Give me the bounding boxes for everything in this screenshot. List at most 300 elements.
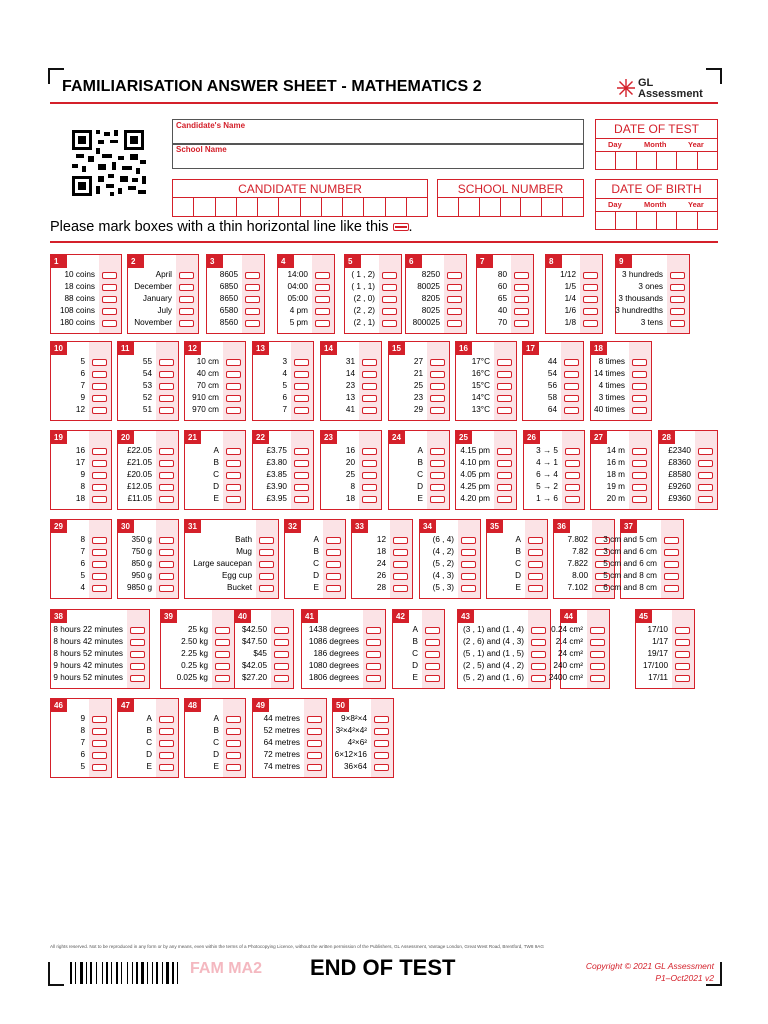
answer-mark-box[interactable] bbox=[590, 663, 605, 670]
answer-mark-box[interactable] bbox=[374, 716, 389, 723]
answer-mark-box[interactable] bbox=[362, 448, 377, 455]
answer-mark-box[interactable] bbox=[179, 296, 194, 303]
answer-mark-box[interactable] bbox=[92, 371, 107, 378]
answer-mark-box[interactable] bbox=[159, 764, 174, 771]
answer-mark-box[interactable] bbox=[92, 472, 107, 479]
answer-mark-box[interactable] bbox=[514, 308, 529, 315]
answer-mark-box[interactable] bbox=[326, 573, 341, 580]
answer-mark-box[interactable] bbox=[294, 460, 309, 467]
answer-mark-box[interactable] bbox=[514, 272, 529, 279]
answer-mark-box[interactable] bbox=[92, 407, 107, 414]
answer-mark-box[interactable] bbox=[590, 627, 605, 634]
option-label: C bbox=[412, 649, 418, 658]
answer-mark-box[interactable] bbox=[315, 284, 330, 291]
answer-mark-box[interactable] bbox=[590, 675, 605, 682]
answer-mark-box[interactable] bbox=[430, 359, 445, 366]
answer-mark-box[interactable] bbox=[92, 359, 107, 366]
day-label: Day bbox=[608, 140, 622, 149]
answer-mark-box[interactable] bbox=[226, 371, 241, 378]
answer-mark-box[interactable] bbox=[430, 371, 445, 378]
answer-mark-box[interactable] bbox=[92, 573, 107, 580]
answer-mark-box[interactable] bbox=[130, 639, 145, 646]
answer-mark-box[interactable] bbox=[590, 639, 605, 646]
answer-mark-box[interactable] bbox=[179, 284, 194, 291]
answer-mark-box[interactable] bbox=[326, 561, 341, 568]
question-box bbox=[388, 341, 450, 421]
answer-option bbox=[333, 749, 393, 761]
answer-mark-box[interactable] bbox=[92, 448, 107, 455]
answer-mark-box[interactable] bbox=[675, 639, 690, 646]
answer-mark-box[interactable] bbox=[425, 627, 440, 634]
answer-mark-box[interactable] bbox=[528, 585, 543, 592]
option-label: E bbox=[515, 583, 521, 592]
answer-mark-box[interactable] bbox=[92, 561, 107, 568]
answer-mark-box[interactable] bbox=[102, 272, 117, 279]
answer-mark-box[interactable] bbox=[245, 296, 260, 303]
answer-option bbox=[118, 761, 178, 773]
answer-mark-box[interactable] bbox=[393, 537, 408, 544]
answer-option bbox=[118, 558, 178, 570]
answer-mark-box[interactable] bbox=[565, 460, 580, 467]
answer-mark-box[interactable] bbox=[307, 764, 322, 771]
answer-mark-box[interactable] bbox=[382, 308, 397, 315]
answer-mark-box[interactable] bbox=[430, 496, 445, 503]
answer-mark-box[interactable] bbox=[564, 371, 579, 378]
answer-mark-box[interactable] bbox=[664, 549, 679, 556]
answer-option bbox=[235, 636, 293, 648]
answer-mark-box[interactable] bbox=[698, 448, 713, 455]
answer-option bbox=[185, 558, 278, 570]
option-label: 1/6 bbox=[564, 306, 576, 315]
answer-mark-box[interactable] bbox=[159, 549, 174, 556]
answer-mark-box[interactable] bbox=[564, 383, 579, 390]
answer-mark-box[interactable] bbox=[92, 460, 107, 467]
answer-mark-box[interactable] bbox=[514, 284, 529, 291]
answer-mark-box[interactable] bbox=[315, 296, 330, 303]
answer-mark-box[interactable] bbox=[274, 651, 289, 658]
answer-mark-box[interactable] bbox=[382, 284, 397, 291]
answer-mark-box[interactable] bbox=[382, 296, 397, 303]
answer-mark-box[interactable] bbox=[362, 484, 377, 491]
answer-mark-box[interactable] bbox=[159, 585, 174, 592]
answer-mark-box[interactable] bbox=[307, 728, 322, 735]
answer-mark-box[interactable] bbox=[245, 272, 260, 279]
answer-mark-box[interactable] bbox=[583, 272, 598, 279]
answer-mark-box[interactable] bbox=[497, 371, 512, 378]
answer-mark-box[interactable] bbox=[447, 284, 462, 291]
answer-mark-box[interactable] bbox=[430, 383, 445, 390]
answer-mark-box[interactable] bbox=[294, 395, 309, 402]
answer-option bbox=[523, 368, 583, 380]
answer-option bbox=[487, 534, 547, 546]
answer-mark-box[interactable] bbox=[374, 728, 389, 735]
option-label: 14 m bbox=[606, 446, 625, 455]
answer-option bbox=[591, 457, 651, 469]
answer-mark-box[interactable] bbox=[461, 561, 476, 568]
answer-mark-box[interactable] bbox=[215, 627, 230, 634]
answer-mark-box[interactable] bbox=[259, 537, 274, 544]
answer-mark-box[interactable] bbox=[259, 585, 274, 592]
answer-mark-box[interactable] bbox=[215, 663, 230, 670]
answer-option bbox=[51, 582, 111, 594]
answer-mark-box[interactable] bbox=[294, 383, 309, 390]
answer-mark-box[interactable] bbox=[226, 728, 241, 735]
answer-mark-box[interactable] bbox=[497, 496, 512, 503]
answer-mark-box[interactable] bbox=[159, 460, 174, 467]
option-label: 1438 degrees bbox=[308, 625, 359, 634]
answer-mark-box[interactable] bbox=[698, 496, 713, 503]
answer-option bbox=[253, 380, 313, 392]
answer-option bbox=[553, 660, 609, 672]
answer-mark-box[interactable] bbox=[447, 308, 462, 315]
answer-mark-box[interactable] bbox=[497, 484, 512, 491]
answer-mark-box[interactable] bbox=[664, 585, 679, 592]
question-box bbox=[590, 430, 652, 510]
answer-mark-box[interactable] bbox=[294, 484, 309, 491]
answer-mark-box[interactable] bbox=[461, 573, 476, 580]
answer-mark-box[interactable] bbox=[528, 573, 543, 580]
answer-mark-box[interactable] bbox=[528, 561, 543, 568]
answer-mark-box[interactable] bbox=[528, 537, 543, 544]
answer-mark-box[interactable] bbox=[447, 296, 462, 303]
answer-mark-box[interactable] bbox=[670, 296, 685, 303]
answer-mark-box[interactable] bbox=[226, 484, 241, 491]
answer-mark-box[interactable] bbox=[362, 359, 377, 366]
answer-option bbox=[161, 636, 234, 648]
answer-mark-box[interactable] bbox=[226, 460, 241, 467]
answer-mark-box[interactable] bbox=[632, 407, 647, 414]
answer-mark-box[interactable] bbox=[632, 395, 647, 402]
question-number: 20 bbox=[118, 431, 134, 444]
answer-mark-box[interactable] bbox=[274, 663, 289, 670]
answer-mark-box[interactable] bbox=[215, 639, 230, 646]
answer-mark-box[interactable] bbox=[274, 675, 289, 682]
answer-mark-box[interactable] bbox=[564, 407, 579, 414]
answer-mark-box[interactable] bbox=[698, 484, 713, 491]
answer-mark-box[interactable] bbox=[583, 296, 598, 303]
answer-mark-box[interactable] bbox=[670, 284, 685, 291]
answer-mark-box[interactable] bbox=[564, 395, 579, 402]
answer-mark-box[interactable] bbox=[226, 496, 241, 503]
school-number-cells[interactable] bbox=[438, 197, 583, 216]
answer-mark-box[interactable] bbox=[179, 272, 194, 279]
answer-mark-box[interactable] bbox=[130, 675, 145, 682]
answer-mark-box[interactable] bbox=[102, 320, 117, 327]
answer-mark-box[interactable] bbox=[226, 448, 241, 455]
answer-option bbox=[51, 570, 111, 582]
answer-option bbox=[321, 493, 381, 505]
answer-mark-box[interactable] bbox=[294, 496, 309, 503]
answer-mark-box[interactable] bbox=[274, 627, 289, 634]
answer-mark-box[interactable] bbox=[698, 460, 713, 467]
answer-mark-box[interactable] bbox=[92, 549, 107, 556]
answer-mark-box[interactable] bbox=[565, 448, 580, 455]
answer-mark-box[interactable] bbox=[670, 320, 685, 327]
answer-mark-box[interactable] bbox=[92, 764, 107, 771]
answer-mark-box[interactable] bbox=[531, 675, 546, 682]
answer-mark-box[interactable] bbox=[179, 308, 194, 315]
answer-mark-box[interactable] bbox=[92, 383, 107, 390]
answer-mark-box[interactable] bbox=[159, 561, 174, 568]
answer-mark-box[interactable] bbox=[215, 675, 230, 682]
answer-mark-box[interactable] bbox=[92, 496, 107, 503]
answer-mark-box[interactable] bbox=[362, 460, 377, 467]
answer-mark-box[interactable] bbox=[245, 320, 260, 327]
answer-mark-box[interactable] bbox=[565, 496, 580, 503]
answer-mark-box[interactable] bbox=[632, 383, 647, 390]
option-label: 31 bbox=[345, 357, 355, 366]
answer-mark-box[interactable] bbox=[259, 549, 274, 556]
answer-mark-box[interactable] bbox=[245, 308, 260, 315]
answer-mark-box[interactable] bbox=[497, 472, 512, 479]
answer-mark-box[interactable] bbox=[159, 496, 174, 503]
answer-mark-box[interactable] bbox=[326, 585, 341, 592]
question-number: 23 bbox=[321, 431, 337, 444]
answer-mark-box[interactable] bbox=[583, 320, 598, 327]
option-label: (2 , 5) and (4 , 2) bbox=[463, 661, 524, 670]
answer-mark-box[interactable] bbox=[92, 728, 107, 735]
answer-mark-box[interactable] bbox=[102, 296, 117, 303]
answer-mark-box[interactable] bbox=[461, 549, 476, 556]
answer-mark-box[interactable] bbox=[159, 383, 174, 390]
answer-option bbox=[333, 761, 393, 773]
answer-mark-box[interactable] bbox=[226, 407, 241, 414]
answer-mark-box[interactable] bbox=[159, 740, 174, 747]
answer-mark-box[interactable] bbox=[393, 561, 408, 568]
answer-mark-box[interactable] bbox=[393, 549, 408, 556]
answer-mark-box[interactable] bbox=[226, 740, 241, 747]
answer-option bbox=[118, 713, 178, 725]
answer-mark-box[interactable] bbox=[430, 460, 445, 467]
answer-mark-box[interactable] bbox=[670, 308, 685, 315]
answer-mark-box[interactable] bbox=[632, 371, 647, 378]
school-name-field[interactable] bbox=[172, 143, 584, 169]
answer-mark-box[interactable] bbox=[362, 371, 377, 378]
answer-mark-box[interactable] bbox=[226, 383, 241, 390]
answer-mark-box[interactable] bbox=[362, 496, 377, 503]
answer-mark-box[interactable] bbox=[102, 284, 117, 291]
answer-mark-box[interactable] bbox=[159, 371, 174, 378]
answer-mark-box[interactable] bbox=[698, 472, 713, 479]
answer-mark-box[interactable] bbox=[259, 561, 274, 568]
answer-option bbox=[118, 380, 178, 392]
answer-mark-box[interactable] bbox=[497, 395, 512, 402]
answer-mark-box[interactable] bbox=[393, 573, 408, 580]
answer-mark-box[interactable] bbox=[374, 752, 389, 759]
answer-mark-box[interactable] bbox=[226, 764, 241, 771]
question-box bbox=[117, 341, 179, 421]
answer-mark-box[interactable] bbox=[326, 537, 341, 544]
dob-year-label: Year bbox=[688, 200, 704, 209]
option-label: 8025 bbox=[421, 306, 440, 315]
option-label: E bbox=[213, 762, 219, 771]
answer-mark-box[interactable] bbox=[590, 651, 605, 658]
answer-mark-box[interactable] bbox=[326, 549, 341, 556]
answer-mark-box[interactable] bbox=[245, 284, 260, 291]
answer-option bbox=[546, 293, 602, 305]
answer-mark-box[interactable] bbox=[675, 627, 690, 634]
option-label: 6 bbox=[80, 369, 85, 378]
answer-mark-box[interactable] bbox=[130, 627, 145, 634]
answer-mark-box[interactable] bbox=[430, 484, 445, 491]
answer-mark-box[interactable] bbox=[497, 448, 512, 455]
answer-mark-box[interactable] bbox=[92, 484, 107, 491]
answer-option bbox=[636, 624, 694, 636]
option-label: 1 → 6 bbox=[536, 494, 558, 503]
answer-mark-box[interactable] bbox=[497, 407, 512, 414]
answer-mark-box[interactable] bbox=[382, 320, 397, 327]
answer-mark-box[interactable] bbox=[425, 639, 440, 646]
answer-mark-box[interactable] bbox=[531, 639, 546, 646]
answer-mark-box[interactable] bbox=[366, 675, 381, 682]
answer-mark-box[interactable] bbox=[130, 651, 145, 658]
form-code: FAM MA2 bbox=[190, 960, 262, 977]
answer-mark-box[interactable] bbox=[159, 472, 174, 479]
option-label: 5 bbox=[80, 357, 85, 366]
answer-mark-box[interactable] bbox=[531, 651, 546, 658]
answer-mark-box[interactable] bbox=[664, 573, 679, 580]
answer-mark-box[interactable] bbox=[102, 308, 117, 315]
answer-mark-box[interactable] bbox=[531, 663, 546, 670]
candidate-number-cells[interactable] bbox=[173, 197, 427, 216]
answer-mark-box[interactable] bbox=[374, 764, 389, 771]
answer-mark-box[interactable] bbox=[565, 484, 580, 491]
answer-mark-box[interactable] bbox=[159, 728, 174, 735]
answer-mark-box[interactable] bbox=[531, 627, 546, 634]
answer-mark-box[interactable] bbox=[430, 395, 445, 402]
date-of-test-cells[interactable] bbox=[596, 151, 717, 169]
answer-mark-box[interactable] bbox=[362, 395, 377, 402]
answer-mark-box[interactable] bbox=[92, 716, 107, 723]
answer-mark-box[interactable] bbox=[159, 484, 174, 491]
answer-mark-box[interactable] bbox=[274, 639, 289, 646]
answer-mark-box[interactable] bbox=[366, 639, 381, 646]
answer-mark-box[interactable] bbox=[632, 496, 647, 503]
answer-mark-box[interactable] bbox=[528, 549, 543, 556]
answer-mark-box[interactable] bbox=[632, 448, 647, 455]
candidate-name-field[interactable] bbox=[172, 119, 584, 145]
answer-mark-box[interactable] bbox=[393, 585, 408, 592]
answer-mark-box[interactable] bbox=[159, 752, 174, 759]
answer-mark-box[interactable] bbox=[632, 472, 647, 479]
answer-mark-box[interactable] bbox=[362, 383, 377, 390]
answer-mark-box[interactable] bbox=[664, 537, 679, 544]
answer-mark-box[interactable] bbox=[497, 359, 512, 366]
answer-mark-box[interactable] bbox=[374, 740, 389, 747]
barcode-bar bbox=[96, 962, 97, 984]
option-label: £8360 bbox=[668, 458, 691, 467]
answer-mark-box[interactable] bbox=[430, 472, 445, 479]
answer-mark-box[interactable] bbox=[159, 573, 174, 580]
answer-mark-box[interactable] bbox=[294, 472, 309, 479]
answer-mark-box[interactable] bbox=[461, 585, 476, 592]
answer-mark-box[interactable] bbox=[675, 663, 690, 670]
dob-month-label: Month bbox=[644, 200, 667, 209]
answer-option bbox=[456, 380, 516, 392]
answer-mark-box[interactable] bbox=[664, 561, 679, 568]
answer-mark-box[interactable] bbox=[362, 407, 377, 414]
answer-mark-box[interactable] bbox=[92, 585, 107, 592]
answer-mark-box[interactable] bbox=[259, 573, 274, 580]
answer-mark-box[interactable] bbox=[294, 448, 309, 455]
answer-mark-box[interactable] bbox=[583, 284, 598, 291]
answer-mark-box[interactable] bbox=[514, 320, 529, 327]
answer-mark-box[interactable] bbox=[315, 320, 330, 327]
answer-mark-box[interactable] bbox=[425, 663, 440, 670]
answer-mark-box[interactable] bbox=[92, 740, 107, 747]
answer-mark-box[interactable] bbox=[315, 308, 330, 315]
answer-mark-box[interactable] bbox=[366, 651, 381, 658]
answer-mark-box[interactable] bbox=[430, 448, 445, 455]
answer-mark-box[interactable] bbox=[307, 716, 322, 723]
answer-mark-box[interactable] bbox=[497, 460, 512, 467]
answer-mark-box[interactable] bbox=[159, 537, 174, 544]
answer-mark-box[interactable] bbox=[215, 651, 230, 658]
answer-mark-box[interactable] bbox=[226, 752, 241, 759]
answer-mark-box[interactable] bbox=[159, 395, 174, 402]
answer-mark-box[interactable] bbox=[307, 740, 322, 747]
answer-option bbox=[185, 725, 245, 737]
answer-mark-box[interactable] bbox=[565, 472, 580, 479]
answer-mark-box[interactable] bbox=[497, 383, 512, 390]
answer-mark-box[interactable] bbox=[675, 651, 690, 658]
answer-mark-box[interactable] bbox=[583, 308, 598, 315]
answer-mark-box[interactable] bbox=[382, 272, 397, 279]
answer-mark-box[interactable] bbox=[447, 320, 462, 327]
answer-mark-box[interactable] bbox=[461, 537, 476, 544]
answer-mark-box[interactable] bbox=[92, 395, 107, 402]
option-label: 8560 bbox=[219, 318, 238, 327]
question-number: 24 bbox=[389, 431, 405, 444]
answer-mark-box[interactable] bbox=[226, 359, 241, 366]
answer-mark-box[interactable] bbox=[447, 272, 462, 279]
answer-mark-box[interactable] bbox=[632, 359, 647, 366]
answer-mark-box[interactable] bbox=[430, 407, 445, 414]
answer-mark-box[interactable] bbox=[362, 472, 377, 479]
answer-mark-box[interactable] bbox=[366, 663, 381, 670]
answer-mark-box[interactable] bbox=[159, 359, 174, 366]
option-label: 52 bbox=[142, 393, 152, 402]
answer-mark-box[interactable] bbox=[226, 716, 241, 723]
answer-mark-box[interactable] bbox=[425, 675, 440, 682]
answer-mark-box[interactable] bbox=[670, 272, 685, 279]
answer-mark-box[interactable] bbox=[307, 752, 322, 759]
answer-mark-box[interactable] bbox=[632, 484, 647, 491]
answer-mark-box[interactable] bbox=[130, 663, 145, 670]
answer-mark-box[interactable] bbox=[179, 320, 194, 327]
answer-mark-box[interactable] bbox=[514, 296, 529, 303]
answer-mark-box[interactable] bbox=[425, 651, 440, 658]
answer-mark-box[interactable] bbox=[294, 371, 309, 378]
answer-mark-box[interactable] bbox=[294, 359, 309, 366]
answer-mark-box[interactable] bbox=[294, 407, 309, 414]
answer-mark-box[interactable] bbox=[632, 460, 647, 467]
answer-mark-box[interactable] bbox=[159, 716, 174, 723]
answer-mark-box[interactable] bbox=[226, 472, 241, 479]
answer-mark-box[interactable] bbox=[564, 359, 579, 366]
answer-mark-box[interactable] bbox=[159, 407, 174, 414]
answer-mark-box[interactable] bbox=[366, 627, 381, 634]
answer-mark-box[interactable] bbox=[226, 395, 241, 402]
option-label: (3 , 1) and (1 , 4) bbox=[463, 625, 524, 634]
answer-mark-box[interactable] bbox=[159, 448, 174, 455]
option-label: C bbox=[146, 738, 152, 747]
date-of-birth-cells[interactable] bbox=[596, 211, 717, 229]
answer-mark-box[interactable] bbox=[675, 675, 690, 682]
answer-mark-box[interactable] bbox=[92, 752, 107, 759]
answer-mark-box[interactable] bbox=[315, 272, 330, 279]
answer-mark-box[interactable] bbox=[92, 537, 107, 544]
